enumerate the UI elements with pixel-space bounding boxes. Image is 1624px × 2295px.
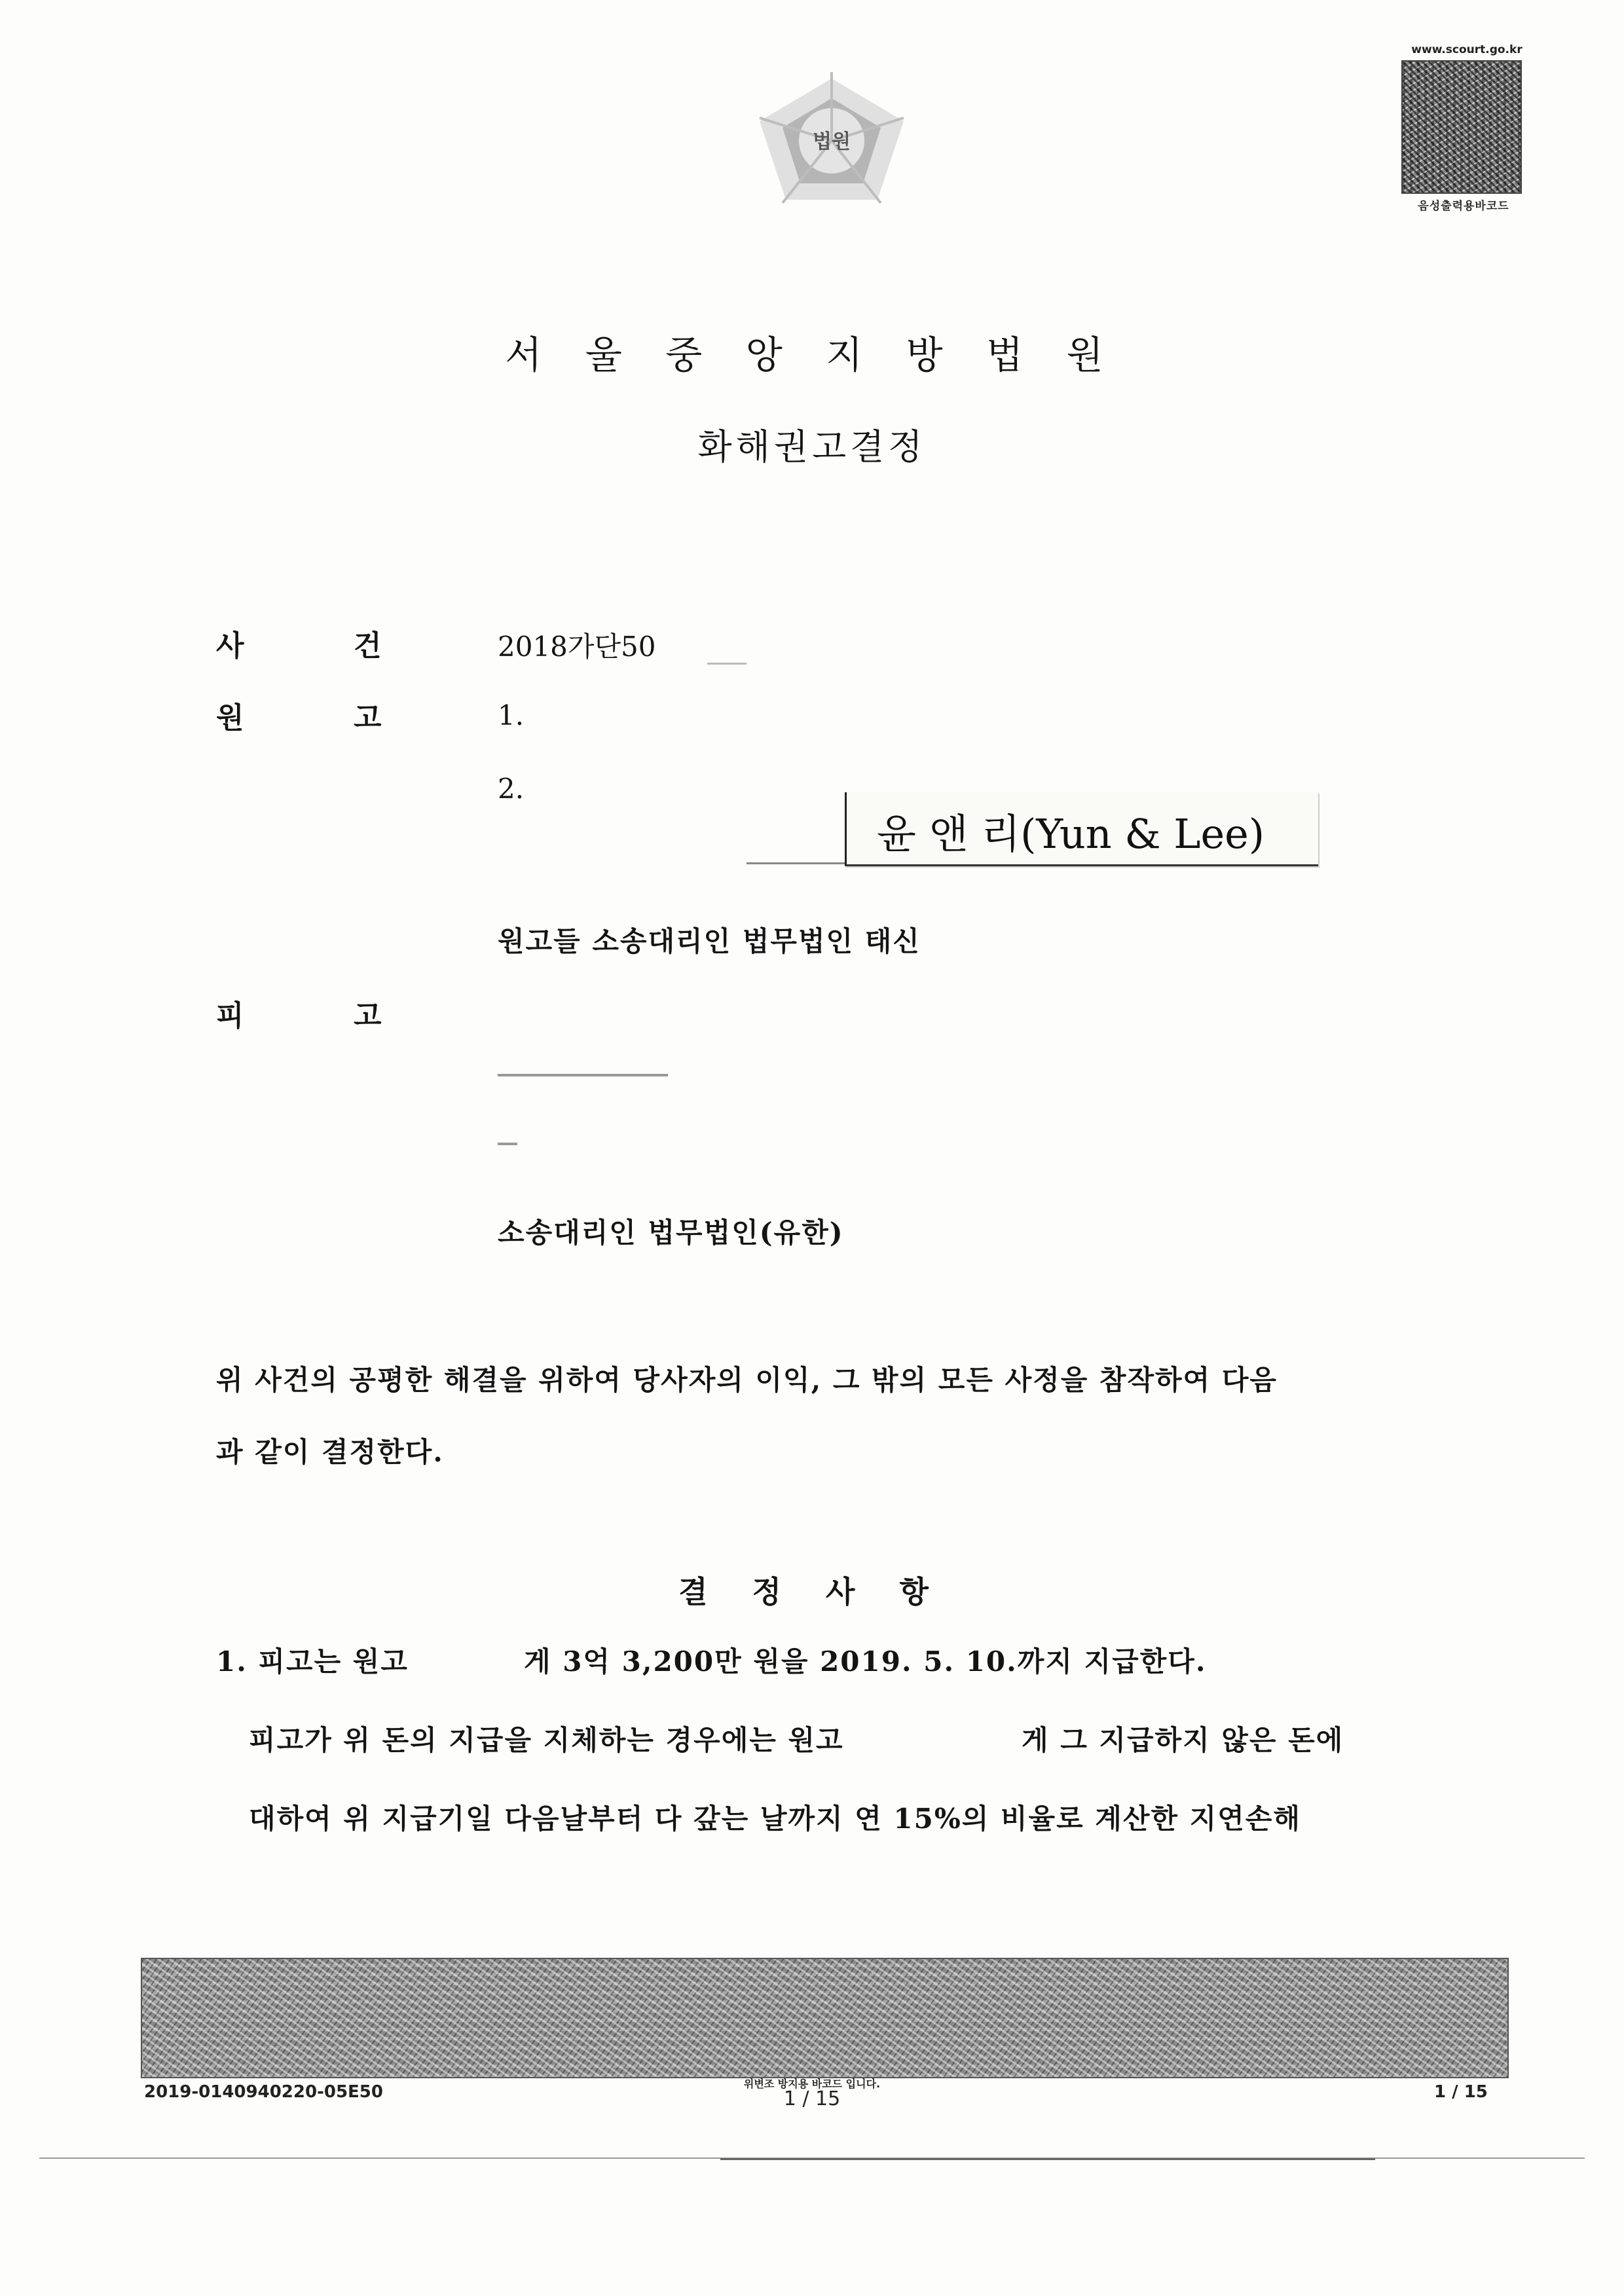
bottom-rule	[720, 2158, 1375, 2160]
intro-line-1: 위 사건의 공평한 해결을 위하여 당사자의 이익, 그 밖의 모든 사정을 참작하여 다음	[216, 1364, 1278, 1396]
plaintiff-counsel: 원고들 소송대리인 법무법인 태신	[498, 925, 921, 957]
qr-url-text: www.scourt.go.kr	[1411, 43, 1522, 56]
case-label-2: 건	[354, 629, 382, 663]
defendant-counsel: 소송대리인 법무법인(유한)	[498, 1217, 844, 1249]
court-seal-emblem	[747, 72, 917, 210]
item-1-text-e: 대하여 위 지급기일 다음날부터 다 갚는 날까지 연 15%의 비율로 계산한 지연손해	[249, 1803, 1301, 1835]
defendant-label-2: 고	[354, 999, 382, 1033]
anti-forgery-barcode	[141, 1958, 1509, 2078]
document-id: 2019-0140940220-05E50	[144, 2082, 383, 2102]
case-number: 2018가단50	[498, 631, 656, 663]
intro-line-2: 과 같이 결정한다.	[216, 1436, 444, 1468]
document-title: 화해권고결정	[697, 426, 927, 468]
item-1-text-a: 1. 피고는 원고	[216, 1645, 409, 1678]
scan-line	[747, 862, 845, 864]
section-heading: 결 정 사 항	[678, 1574, 946, 1609]
plaintiff-item-1: 1.	[498, 699, 525, 731]
redaction-trace	[498, 1074, 668, 1076]
plaintiff-label-2: 고	[354, 701, 382, 735]
page-number-center: 1 / 15	[783, 2087, 841, 2110]
item-1-text-b: 게 3억 3,200만 원을 2019. 5. 10.까지 지급한다.	[524, 1645, 1207, 1678]
law-firm-stamp-text: 윤 앤 리(Yun & Lee)	[877, 810, 1265, 858]
seal-text: 법원	[813, 130, 851, 153]
barcode-note: 위변조 방지용 바코드 입니다.	[743, 2078, 881, 2090]
defendant-label-1: 피	[216, 999, 244, 1033]
court-name: 서 울 중 앙 지 방 법 원	[505, 333, 1119, 377]
law-firm-stamp	[845, 792, 1318, 866]
plaintiff-item-2: 2.	[498, 773, 525, 805]
case-label-1: 사	[216, 629, 244, 663]
redaction-trace	[707, 663, 747, 665]
plaintiff-label-1: 원	[216, 701, 244, 735]
redaction-trace	[498, 1143, 517, 1145]
qr-code	[1401, 60, 1522, 194]
page-number: 1 / 15	[1434, 2082, 1488, 2102]
item-1-text-c: 피고가 위 돈의 지급을 지체하는 경우에는 원고	[249, 1724, 844, 1756]
qr-caption: 음성출력용바코드	[1418, 200, 1509, 213]
item-1-text-d: 게 그 지급하지 않은 돈에	[1022, 1724, 1344, 1756]
